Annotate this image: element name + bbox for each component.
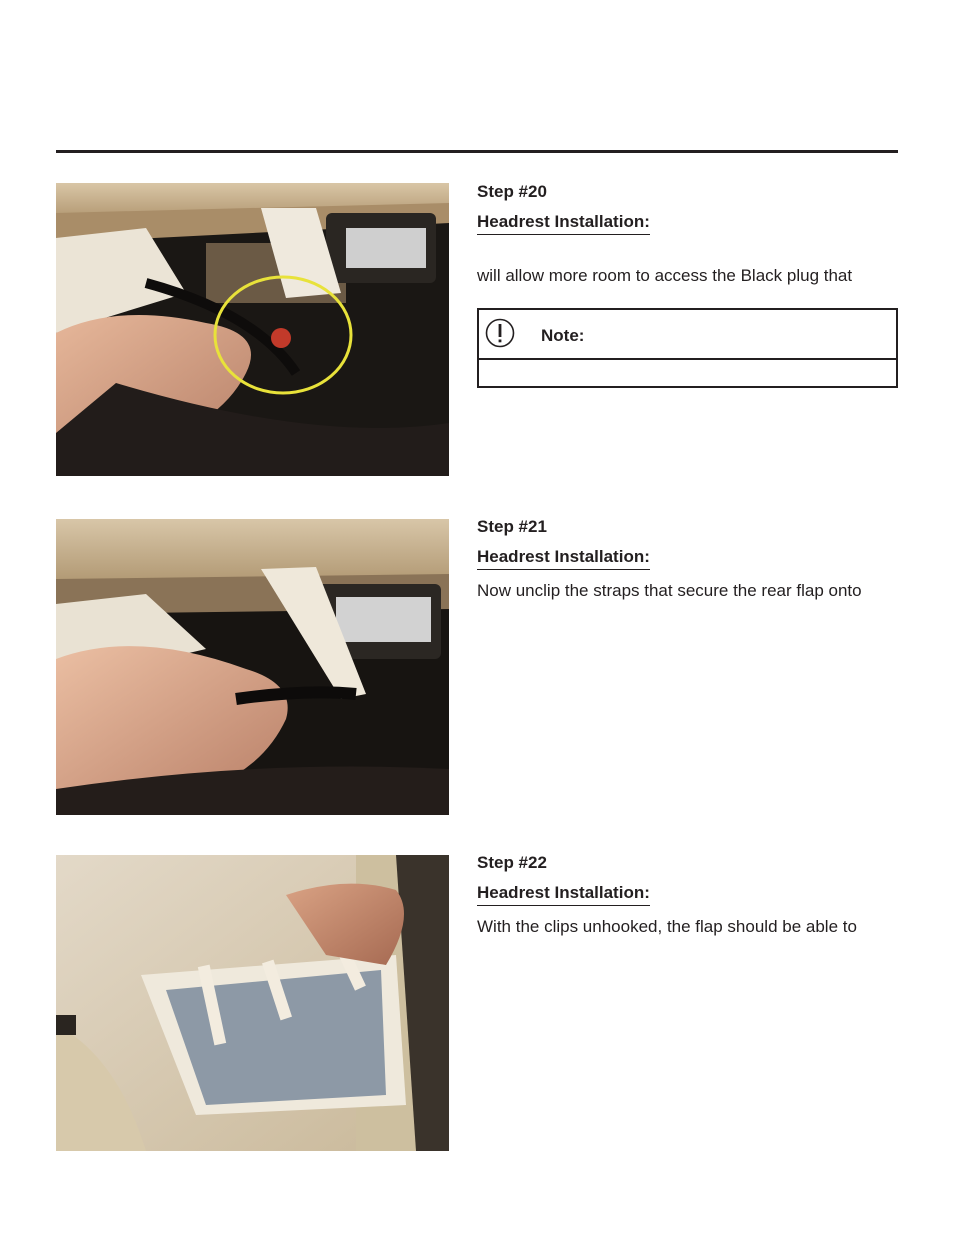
step-20-body: will allow more room to access the Black plug that [477,266,853,285]
note-box [477,308,898,388]
step-20-subtitle: Headrest Installation: [477,212,650,235]
step-21-title: Step #21 [477,517,547,536]
step-20 [477,182,898,287]
step-22 [477,853,898,938]
step-21-subtitle: Headrest Installation: [477,547,650,570]
exclamation-icon [485,318,515,348]
header-rule [56,150,898,153]
step-20-title: Step #20 [477,182,547,201]
step-21-body: Now unclip the straps that secure the rear flap onto [477,581,862,600]
step-21 [477,517,898,602]
note-label: Note: [541,326,585,345]
note-header [479,310,896,360]
step-22-body: With the clips unhooked, the flap should be able to [477,917,857,936]
step-21-photo [56,519,449,815]
step-22-photo [56,855,449,1151]
step-22-subtitle: Headrest Installation: [477,883,650,906]
step-20-photo [56,183,449,476]
step-22-title: Step #22 [477,853,547,872]
